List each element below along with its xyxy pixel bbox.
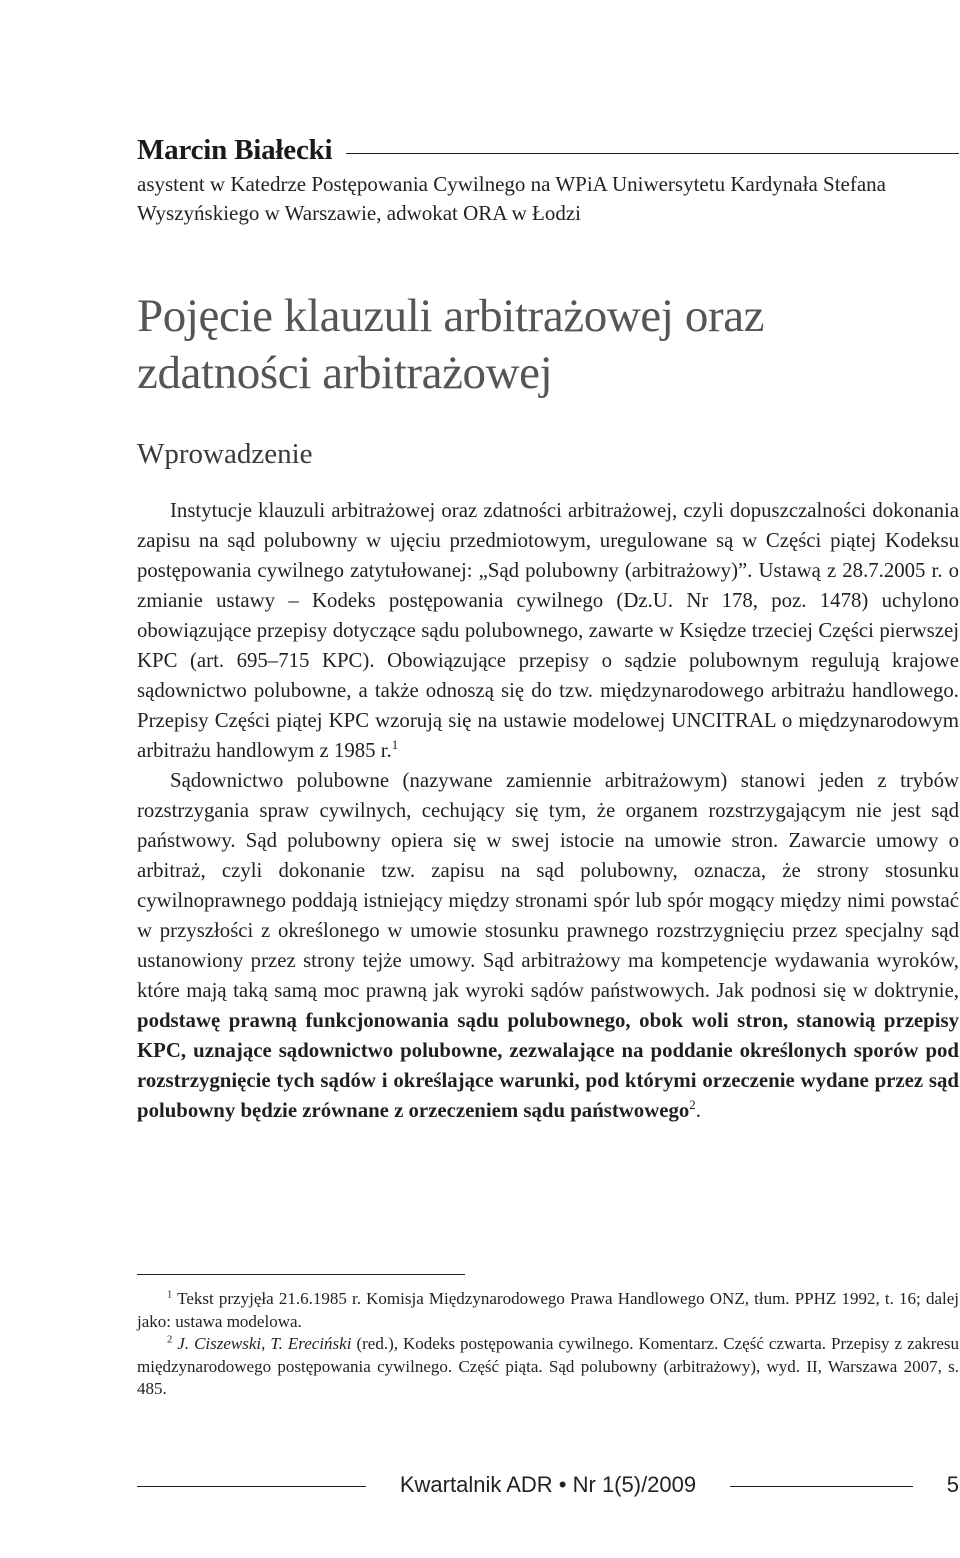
footnote-2-separator: , <box>261 1334 271 1353</box>
body-text <box>137 496 959 1126</box>
footnote-separator <box>137 1274 465 1275</box>
paragraph-2 <box>137 766 959 1126</box>
footnote-1-text: Tekst przyjęła 21.6.1985 r. Komisja Międzynarodowego Prawa Handlowego ONZ, tłum. PPHZ 1992, t. 16; dalej jako: ustawa modelowa. <box>137 1289 959 1331</box>
section-heading: Wprowadzenie <box>137 438 313 470</box>
page-number: 5 <box>946 1472 959 1497</box>
footnote-2 <box>137 1333 959 1401</box>
author-affiliation: asystent w Katedrze Postępowania Cywilnego na WPiA Uniwersytetu Kardynała Stefana Wyszyńskiego w Warszawie, adwokat ORA w Łodzi <box>137 172 887 225</box>
footnote-2-text: (red.), Kodeks postępowania cywilnego. Komentarz. Część czwarta. Przepisy z zakresu międzynarodowego postępowania cywilnego. Część piąta. Sąd polubowny (arbitrażowy), wyd. II, Warszawa 2007, s. 485. <box>137 1334 960 1398</box>
footnote-2-author-1: J. Ciszewski <box>177 1334 262 1353</box>
paragraph-2-text: Sądownictwo polubowne (nazywane zamiennie arbitrażowym) stanowi jeden z trybów rozstrzygania spraw cywilnych, cechujący się tym, że organem rozstrzygającym nie jest sąd państwowy. Sąd polubowny opiera się w swej istocie na umowie stron. Zawarcie umowy o arbitraż, czyli dokonanie tzw. zapisu na sąd polubowny, oznacza, że strony stosunku cywilnoprawnego poddają istniejący między stronami spór lub spór mogący między nimi powstać w przyszłości z określonego w umowie stosunku prawnego rozstrzygnięciu przez specjalny sąd ustanowiony przez strony tejże umowy. Sąd arbitrażowy ma kompetencje wydawania wyroków, które mają taką samą moc prawną jak wyroki sądów państwowych. Jak podnosi się w doktrynie, <box>137 769 959 1002</box>
footnotes <box>137 1288 959 1401</box>
paragraph-1-text: Instytucje klauzuli arbitrażowej oraz zdatności arbitrażowej, czyli dopuszczalności dokonania zapisu na sąd polubowny w ujęciu przedmiotowym, uregulowane są w Części piątej Kodeksu postępowania cywilnego zatytułowanej: „Sąd polubowny (arbitrażowy)”. Ustawą z 28.7.2005 r. o zmianie ustawy – Kodeks postępowania cywilnego (Dz.U. Nr 178, poz. 1478) uchylono obowiązujące przepisy dotyczące sądu polubownego, zawarte w Księdze trzeciej Części pierwszej KPC (art. 695–715 KPC). Obowiązujące przepisy o sądzie polubownym regulują krajowe sądownictwo polubowne, a także odnoszą się do tzw. międzynarodowego arbitrażu handlowego. Przepisy Części piątej KPC wzorują się na ustawie modelowej UNCITRAL o międzynarodowym arbitrażu handlowym z 1985 r. <box>137 499 959 762</box>
paragraph-2-bold-text: podstawę prawną funkcjonowania sądu polubownego, obok woli stron, stanowią przepisy KPC, uznające sądownictwo polubowne, zezwalające na poddanie określonych sporów pod rozstrzygnięcie tych sądów i określające warunki, pod którymi orzeczenie wydane przez sąd polubowny będzie zrównane z orzeczeniem sądu państwowego <box>137 1009 959 1122</box>
article-title <box>137 288 959 402</box>
paragraph-1 <box>137 496 959 766</box>
footnote-ref-2: 2 <box>689 1098 696 1113</box>
author-header <box>137 132 959 168</box>
journal-name: Kwartalnik ADR • Nr 1(5)/2009 <box>399 1472 697 1497</box>
author-name: Marcin Białecki <box>137 133 333 166</box>
footnote-2-author-2: T. Ereciński <box>270 1334 352 1353</box>
paragraph-2-end: . <box>695 1099 701 1122</box>
footnote-ref-1: 1 <box>391 738 399 753</box>
footnote-1 <box>137 1288 959 1333</box>
footnote-2-number: 2 <box>167 1334 173 1346</box>
footer-rule-left <box>137 1486 366 1487</box>
author-rule <box>346 153 959 154</box>
footnote-1-number: 1 <box>167 1289 173 1301</box>
article-title-line-1: Pojęcie klauzuli arbitrażowej oraz <box>137 290 765 342</box>
article-title-line-2: zdatności arbitrażowej <box>137 347 553 399</box>
footer-rule-right <box>730 1486 913 1487</box>
